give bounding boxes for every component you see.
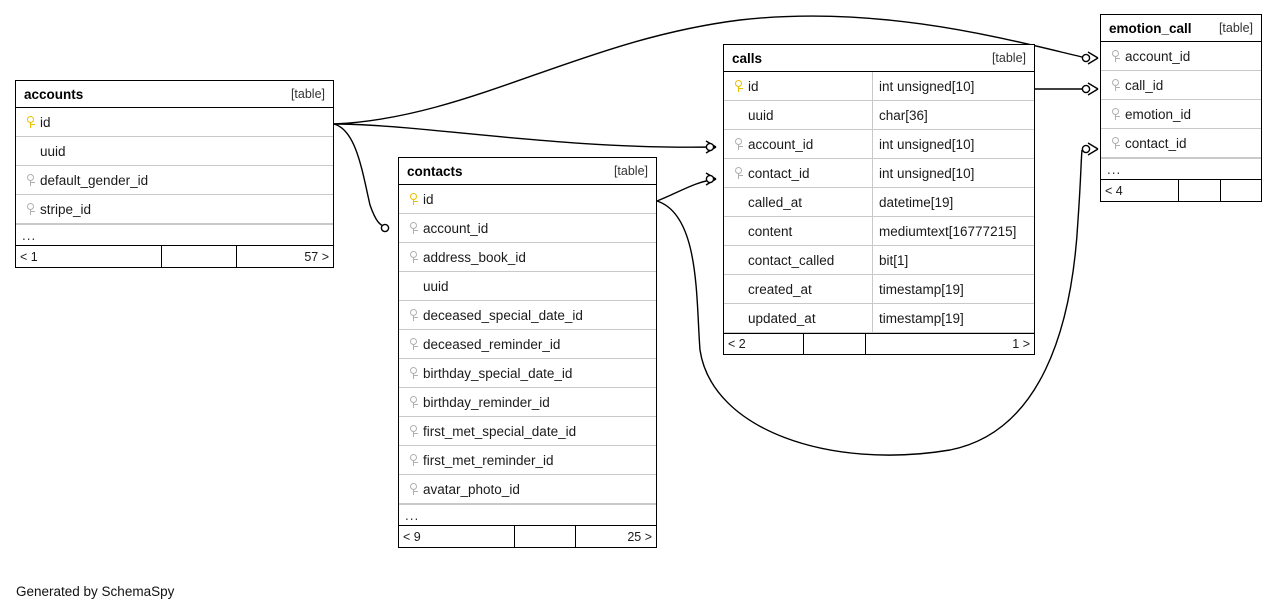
foreign-key-icon: [1107, 50, 1125, 63]
edge-contacts-calls-contact-id: [657, 179, 716, 201]
column-name: id: [748, 78, 759, 94]
table-emotion-call-title: emotion_call: [1109, 20, 1192, 36]
table-accounts-tag: [table]: [290, 87, 325, 101]
circle-emotioncall-call-id: [1082, 85, 1089, 92]
column-type: int unsigned[10]: [872, 130, 1034, 158]
circle-emotioncall-contact-id: [1082, 145, 1089, 152]
column-cell: [399, 446, 656, 474]
column-name: account_id: [748, 136, 814, 152]
crowsfoot-emotioncall-call-id: [1088, 83, 1098, 95]
table-row[interactable]: [399, 330, 656, 359]
primary-key-icon: [22, 116, 40, 129]
table-row[interactable]: [399, 446, 656, 475]
column-cell: [16, 166, 333, 194]
column-cell: [1101, 71, 1261, 99]
primary-key-icon: [730, 80, 748, 93]
table-row[interactable]: [399, 272, 656, 301]
edge-accounts-calls-account-id: [334, 124, 716, 147]
circle-calls-contact-id: [706, 175, 713, 182]
foreign-key-icon: [405, 483, 423, 496]
table-row[interactable]: [724, 217, 1034, 246]
table-calls[interactable]: [723, 44, 1035, 355]
foreign-key-icon: [405, 454, 423, 467]
column-name: uuid: [748, 107, 774, 123]
more-columns-indicator: ...: [16, 224, 333, 246]
column-cell: [1101, 129, 1261, 157]
footer-left-count[interactable]: < 2: [724, 334, 804, 354]
table-row[interactable]: [724, 72, 1034, 101]
footer-left-count[interactable]: < 1: [16, 246, 162, 267]
circle-calls-account-id: [706, 143, 713, 150]
column-type: mediumtext[16777215]: [872, 217, 1034, 245]
footer-right-count[interactable]: 57 >: [304, 249, 329, 264]
table-calls-header[interactable]: [724, 45, 1034, 72]
table-contacts-title: contacts: [407, 163, 463, 179]
table-row[interactable]: [1101, 129, 1261, 158]
table-row[interactable]: [1101, 71, 1261, 100]
column-name: birthday_special_date_id: [423, 365, 573, 381]
crowsfoot-calls-account-id: [706, 141, 716, 153]
column-cell: [399, 330, 656, 358]
column-name: account_id: [1125, 48, 1191, 64]
foreign-key-icon: [405, 425, 423, 438]
table-accounts-header[interactable]: [16, 81, 333, 108]
column-name: deceased_special_date_id: [423, 307, 583, 323]
footer-middle: [1179, 180, 1221, 201]
foreign-key-icon: [730, 138, 748, 151]
table-accounts[interactable]: [15, 80, 334, 268]
table-row[interactable]: [724, 246, 1034, 275]
footer-middle: [162, 246, 237, 267]
table-contacts-tag: [table]: [613, 164, 648, 178]
table-row[interactable]: [724, 159, 1034, 188]
foreign-key-icon: [730, 167, 748, 180]
foreign-key-icon: [22, 203, 40, 216]
column-name: account_id: [423, 220, 489, 236]
table-row[interactable]: [16, 166, 333, 195]
column-name: content: [748, 223, 793, 239]
crowsfoot-emotioncall-contact-id: [1088, 143, 1098, 155]
column-cell: [724, 72, 872, 100]
column-cell: [724, 304, 872, 332]
foreign-key-icon: [22, 174, 40, 187]
table-emotion-call[interactable]: [1100, 14, 1262, 202]
column-cell: [16, 108, 333, 136]
table-row[interactable]: [724, 101, 1034, 130]
footer-right-count[interactable]: 1 >: [1012, 337, 1030, 351]
table-row[interactable]: [1101, 42, 1261, 71]
column-name: stripe_id: [40, 201, 92, 217]
table-row[interactable]: [399, 214, 656, 243]
footer-middle: [515, 526, 576, 547]
column-cell: [16, 137, 333, 165]
table-calls-title: calls: [732, 50, 763, 66]
table-row[interactable]: [724, 304, 1034, 333]
column-name: first_met_special_date_id: [423, 423, 577, 439]
column-cell: [724, 130, 872, 158]
foreign-key-icon: [405, 367, 423, 380]
column-name: uuid: [40, 143, 66, 159]
circle-emotioncall-account-id: [1082, 54, 1089, 61]
column-cell: [399, 214, 656, 242]
column-cell: [399, 243, 656, 271]
column-cell: [724, 101, 872, 129]
column-cell: [724, 217, 872, 245]
column-type: timestamp[19]: [872, 304, 1034, 332]
column-name: contact_id: [748, 165, 810, 181]
table-emotion-call-header[interactable]: [1101, 15, 1261, 42]
table-row[interactable]: [399, 475, 656, 504]
footer-right-count[interactable]: [1221, 180, 1261, 201]
table-row[interactable]: [16, 137, 333, 166]
column-name: address_book_id: [423, 249, 526, 265]
primary-key-icon: [405, 193, 423, 206]
table-accounts-footer: [16, 246, 333, 267]
table-contacts-header[interactable]: [399, 158, 656, 185]
foreign-key-icon: [1107, 137, 1125, 150]
table-row[interactable]: [16, 195, 333, 224]
column-cell: [399, 185, 656, 213]
column-name: deceased_reminder_id: [423, 336, 561, 352]
generated-by-label: Generated by SchemaSpy: [16, 584, 175, 599]
column-name: updated_at: [748, 310, 816, 326]
column-name: called_at: [748, 194, 803, 210]
table-row[interactable]: [1101, 100, 1261, 129]
table-row[interactable]: [724, 275, 1034, 304]
table-row[interactable]: [16, 108, 333, 137]
crowsfoot-calls-contact-id: [706, 173, 716, 185]
foreign-key-icon: [405, 309, 423, 322]
table-calls-tag: [table]: [991, 51, 1026, 65]
circle-contacts-account-id: [381, 224, 388, 231]
table-row[interactable]: [399, 185, 656, 214]
column-cell: [1101, 100, 1261, 128]
column-name: call_id: [1125, 77, 1164, 93]
crowsfoot-emotioncall-account-id: [1088, 52, 1098, 64]
footer-left-count[interactable]: < 4: [1101, 180, 1179, 201]
column-name: created_at: [748, 281, 812, 297]
column-cell: [724, 275, 872, 303]
column-name: contact_id: [1125, 135, 1187, 151]
table-row[interactable]: [399, 359, 656, 388]
column-cell: [724, 246, 872, 274]
column-name: emotion_id: [1125, 106, 1192, 122]
column-type: int unsigned[10]: [872, 72, 1034, 100]
column-name: birthday_reminder_id: [423, 394, 550, 410]
column-name: uuid: [423, 278, 449, 294]
foreign-key-icon: [405, 251, 423, 264]
column-cell: [399, 388, 656, 416]
more-columns-indicator: ...: [399, 504, 656, 526]
table-accounts-title: accounts: [24, 86, 84, 102]
table-row[interactable]: [399, 388, 656, 417]
column-cell: [1101, 42, 1261, 70]
column-cell: [399, 417, 656, 445]
column-name: avatar_photo_id: [423, 481, 520, 497]
foreign-key-icon: [405, 396, 423, 409]
foreign-key-icon: [1107, 108, 1125, 121]
column-name: id: [423, 191, 434, 207]
table-contacts-footer: [399, 526, 656, 547]
foreign-key-icon: [405, 338, 423, 351]
table-row[interactable]: [399, 417, 656, 446]
foreign-key-icon: [1107, 79, 1125, 92]
column-cell: [724, 159, 872, 187]
column-cell: [724, 188, 872, 216]
column-cell: [16, 195, 333, 223]
column-name: contact_called: [748, 252, 835, 268]
column-cell: [399, 301, 656, 329]
table-contacts[interactable]: [398, 157, 657, 548]
table-row[interactable]: [399, 243, 656, 272]
table-emotion-call-tag: [table]: [1218, 21, 1253, 35]
column-cell: [399, 475, 656, 503]
foreign-key-icon: [405, 222, 423, 235]
table-emotion-call-footer: [1101, 180, 1261, 201]
edge-accounts-contacts-account-id: [334, 124, 388, 228]
table-row[interactable]: [724, 130, 1034, 159]
column-name: id: [40, 114, 51, 130]
column-type: timestamp[19]: [872, 275, 1034, 303]
more-columns-indicator: ...: [1101, 158, 1261, 180]
table-calls-footer: [724, 333, 1034, 354]
column-type: datetime[19]: [872, 188, 1034, 216]
column-type: bit[1]: [872, 246, 1034, 274]
table-row[interactable]: [724, 188, 1034, 217]
column-type: int unsigned[10]: [872, 159, 1034, 187]
table-row[interactable]: [399, 301, 656, 330]
column-cell: [399, 359, 656, 387]
column-cell: [399, 272, 656, 300]
column-name: first_met_reminder_id: [423, 452, 554, 468]
column-name: default_gender_id: [40, 172, 149, 188]
column-type: char[36]: [872, 101, 1034, 129]
footer-left-count[interactable]: < 9: [399, 526, 515, 547]
footer-right-count[interactable]: 25 >: [627, 529, 652, 544]
footer-middle: [804, 334, 866, 354]
